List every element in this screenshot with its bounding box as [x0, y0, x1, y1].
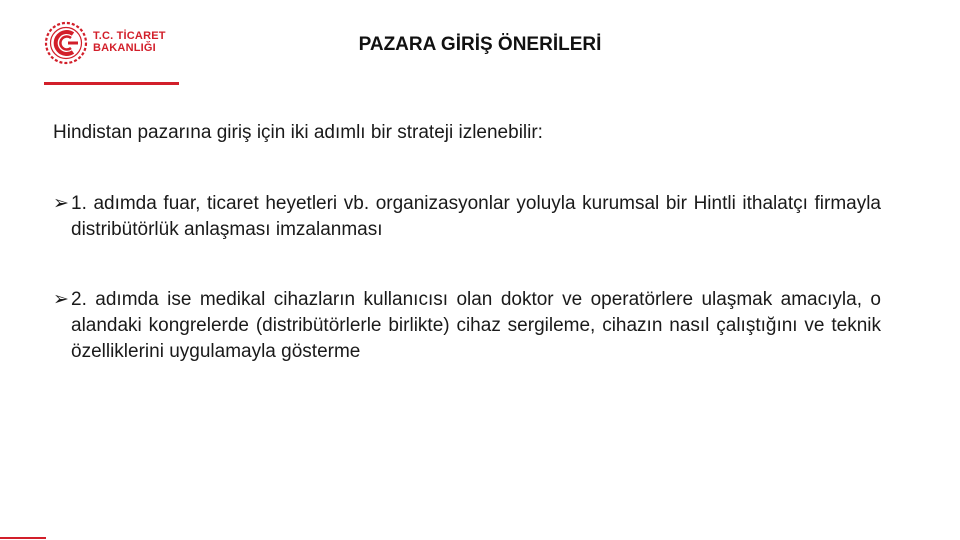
- arrow-bullet-icon: ➢: [53, 289, 69, 310]
- list-item: [53, 191, 881, 243]
- logo-line-1: T.C. TİCARET: [93, 30, 166, 42]
- list-item-text: 2. adımda ise medikal cihazların kullanıcısı olan doktor ve operatörlere ulaşmak amacıyla, o alandaki kongrelerde (distribütörlerle birlikte) cihaz sergileme, cihazın nasıl çalıştığını ve teknik özelliklerini uygulamayla gösterme: [71, 289, 881, 362]
- page-title: PAZARA GİRİŞ ÖNERİLERİ: [358, 34, 602, 55]
- footer-accent-mark: [0, 537, 46, 539]
- ministry-logo: [44, 20, 184, 68]
- logo-text: [93, 30, 166, 54]
- arrow-bullet-icon: ➢: [53, 193, 69, 214]
- intro-text: Hindistan pazarına giriş için iki adımlı bir strateji izlenebilir:: [53, 122, 543, 143]
- list-item-text: 1. adımda fuar, ticaret heyetleri vb. organizasyonlar yoluyla kurumsal bir Hintli ithalatçı firmayla distribütörlük anlaşması imzalanması: [71, 193, 881, 240]
- logo-line-2: BAKANLIĞI: [93, 42, 156, 54]
- ministry-emblem-icon: [44, 21, 88, 65]
- list-item: [53, 287, 881, 365]
- header-accent-line: [44, 82, 179, 85]
